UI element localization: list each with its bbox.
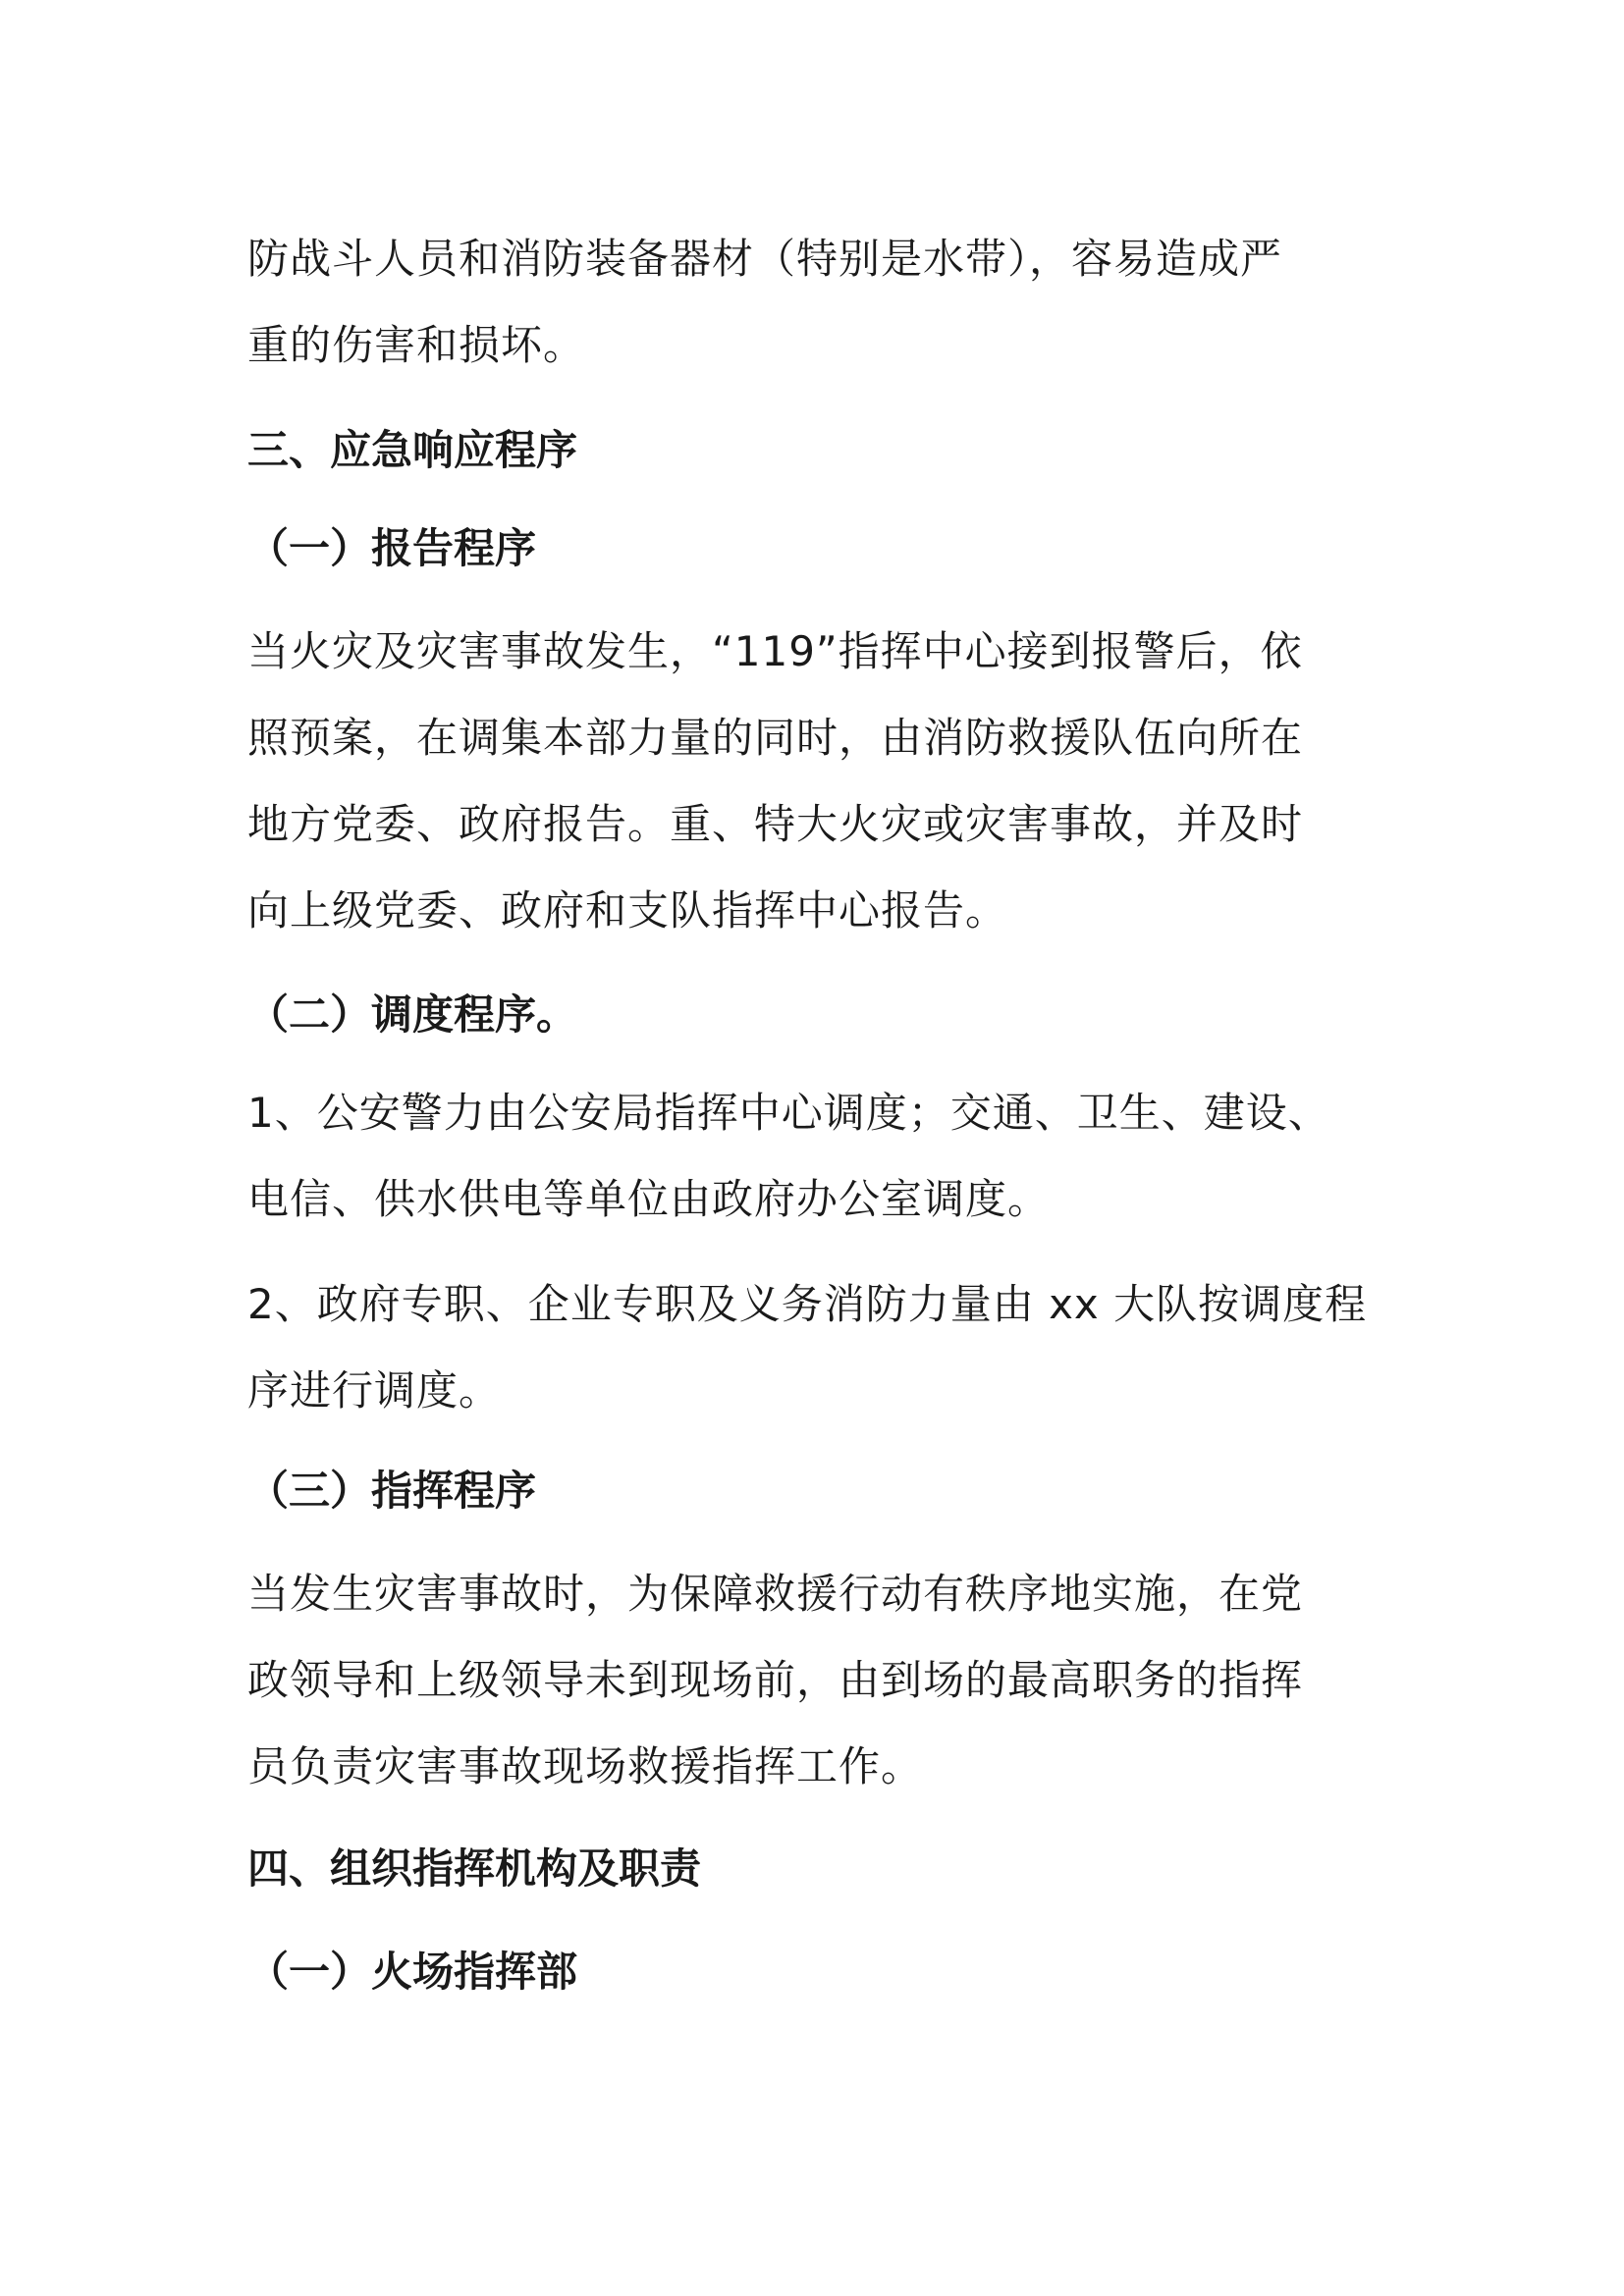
paragraph-line: 2、政府专职、企业专职及义务消防力量由 xx 大队按调度程 [247, 1280, 1368, 1328]
section-heading-emergency-response: 三、应急响应程序 [247, 426, 578, 474]
section-heading-command-organization: 四、组织指挥机构及职责 [247, 1844, 702, 1893]
subsection-heading-dispatch-procedure: （二）调度程序。 [247, 990, 578, 1039]
paragraph-line: 地方党委、政府报告。重、特大火灾或灾害事故，并及时 [247, 800, 1304, 848]
paragraph-line: 向上级党委、政府和支队指挥中心报告。 [247, 886, 1008, 934]
paragraph-line: 防战斗人员和消防装备器材（特别是水带），容易造成严 [247, 235, 1283, 283]
paragraph-dispatch-item-2 [247, 1261, 1406, 1434]
paragraph-line: 政领导和上级领导未到现场前，由到场的最高职务的指挥 [247, 1656, 1304, 1704]
paragraph-line: 照预案，在调集本部力量的同时，由消防救援队伍向所在 [247, 714, 1304, 762]
paragraph-line: 1、公安警力由公安局指挥中心调度；交通、卫生、建设、 [247, 1089, 1330, 1137]
paragraph-line: 员负责灾害事故现场救援指挥工作。 [247, 1742, 924, 1790]
subsection-heading-report-procedure: （一）报告程序 [247, 524, 537, 572]
paragraph-line: 当火灾及灾害事故发生，“119”指挥中心接到报警后，依 [247, 627, 1303, 675]
paragraph-line: 电信、供水供电等单位由政府办公室调度。 [247, 1175, 1051, 1223]
paragraph-line: 序进行调度。 [247, 1366, 502, 1415]
paragraph-line: 重的伤害和损坏。 [247, 321, 586, 369]
paragraph-command-procedure [247, 1551, 1406, 1810]
paragraph-line: 当发生灾害事故时，为保障救援行动有秩序地实施，在党 [247, 1570, 1304, 1618]
subsection-heading-command-procedure: （三）指挥程序 [247, 1467, 537, 1515]
paragraph-report-procedure [247, 609, 1406, 954]
paragraph-dispatch-item-1 [247, 1070, 1406, 1243]
paragraph-intro-continuation [247, 216, 1406, 389]
subsection-heading-fire-command-post: （一）火场指挥部 [247, 1948, 578, 1996]
